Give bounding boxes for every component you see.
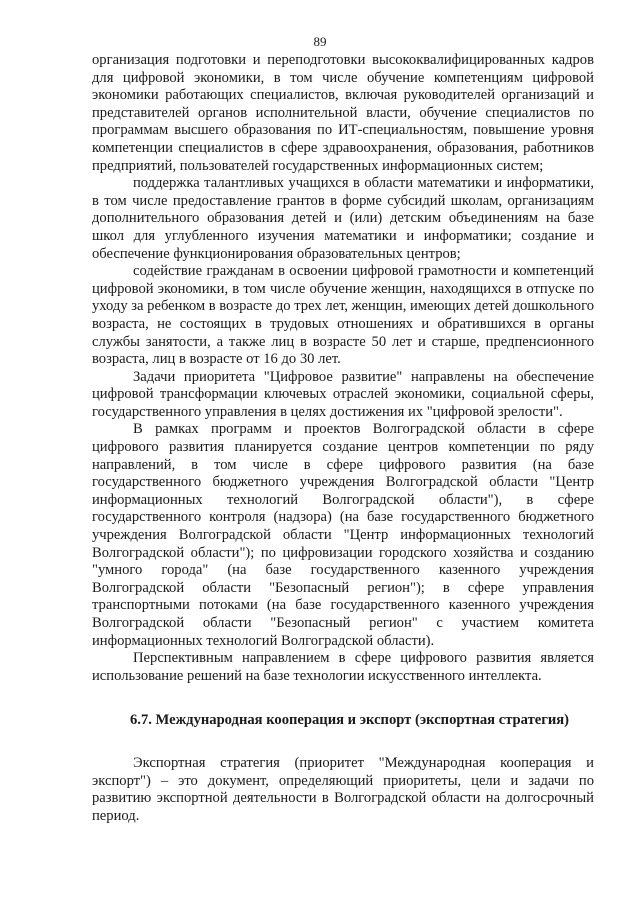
paragraph-talent-support: поддержка талантливых учащихся в области математики и информатики, в том числе предоставление грантов в форме субсидий школам, организациям дополнительного образования детей и (или) детским объединениям на базе школ для углубленного изучения математики и информатики; создание и обеспечение функционирования образовательных центров;: [92, 175, 594, 262]
paragraph-training: организация подготовки и переподготовки высококвалифицированных кадров для цифровой экономики, в том числе обучение компетенциям цифровой экономики работающих специалистов, включая руководителей организаций и представителей органов исполнительной власти, обучение специалистов по программам высшего образования по ИТ-специальностям, повышение уровня компетенции специалистов в сфере здравоохранения, образования, работников предприятий, пользователей государственных информационных систем;: [92, 52, 594, 174]
paragraph-competence-centers: В рамках программ и проектов Волгоградской области в сфере цифрового развития планируется создание центров компетенции по ряду направлений, в том числе в сфере цифрового развития (на базе государственного бюджетного учреждения Волгоградской области "Центр информационных технологий Волгоградской области"), в сфере государственного контроля (надзора) (на базе государственного бюджетного учреждения Волгоградской области "Центр информационных технологий Волгоградской области"); по цифровизации городского хозяйства и созданию "умного города" (на базе государственного казенного учреждения Волгоградской области "Безопасный регион"); в сфере управления транспортными потоками (на базе государственного казенного учреждения Волгоградской области "Безопасный регион" с участием комитета информационных технологий Волгоградской области).: [92, 421, 594, 649]
section-heading: 6.7. Международная кооперация и экспорт (экспортная стратегия): [130, 712, 570, 729]
page-number: 89: [313, 34, 327, 49]
paragraph-priority-tasks: Задачи приоритета "Цифровое развитие" направлены на обеспечение цифровой трансформации ключевых отраслей экономики, социальной сферы, государственного управления в целях достижения их "цифровой зрелости".: [92, 368, 594, 420]
paragraph-ai-direction: Перспективным направлением в сфере цифрового развития является использование решений на базе технологии искусственного интеллекта.: [92, 650, 594, 684]
page-content: [92, 52, 594, 825]
paragraph-export-strategy: Экспортная стратегия (приоритет "Международная кооперация и экспорт") – это документ, определяющий приоритеты, цели и задачи по развитию экспортной деятельности в Волгоградской области на долгосрочный период.: [92, 754, 594, 824]
paragraph-digital-literacy: содействие гражданам в освоении цифровой грамотности и компетенций цифровой экономики, в том числе обучение женщин, находящихся в отпуске по уходу за ребенком в возрасте до трех лет, женщин, имеющих детей дошкольного возраста, не состоящих в трудовых отношениях и обратившихся в органы службы занятости, а также лиц в возрасте 50 лет и старше, предпенсионного возраста, лиц в возрасте от 16 до 30 лет.: [92, 263, 595, 368]
